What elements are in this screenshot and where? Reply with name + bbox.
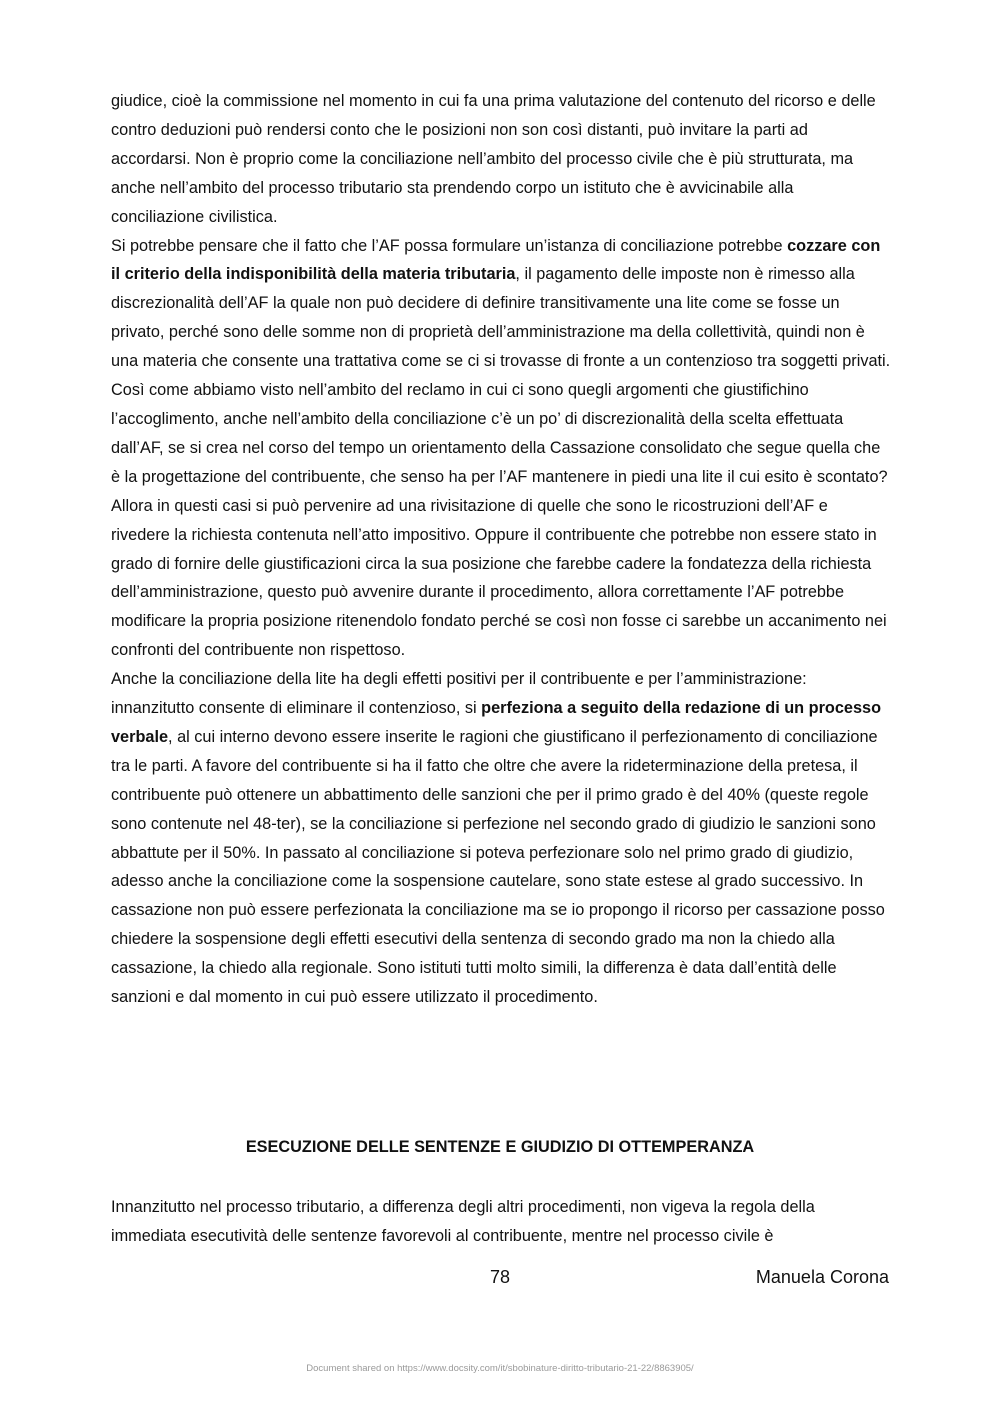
paragraph [111, 87, 891, 232]
paragraph [111, 232, 891, 666]
text-run: , al cui interno devono essere inserite le ragioni che giustificano il perfezionamento di conciliazione tra le parti. A favore del contribuente si ha il fatto che oltre che avere la rideterminazione della pretesa, il contribuente può ottenere un abbattimento delle sanzioni che per il primo grado è del 40% (queste regole sono contenute nel 48-ter), se la conciliazione si perfezione nel secondo grado di giudizio le sanzioni sono abbattute per il 50%. In passato al conciliazione si poteva perfezionare solo nel primo grado di giudizio, adesso anche la conciliazione come la sospensione cautelare, sono state estese al grado successivo. In cassazione non può essere perfezionata la conciliazione ma se io propongo il ricorso per cassazione posso chiedere la sospensione degli effetti esecutivi della sentenza di secondo grado ma non la chiedo alla cassazione, la chiedo alla regionale. Sono istituti tutti molto simili, la differenza è data dall’entità delle sanzioni e dal momento in cui può essere utilizzato il procedimento. [111, 727, 885, 1007]
page-number: 78 [489, 1267, 511, 1287]
section-heading: ESECUZIONE DELLE SENTENZE E GIUDIZIO DI OTTEMPERANZA [245, 1138, 755, 1156]
paragraph [111, 665, 891, 1012]
section-intro-paragraph: Innanzitutto nel processo tributario, a differenza degli altri procedimenti, non vigeva la regola della immediata esecutività delle sentenze favorevoli al contribuente, mentre nel processo civile è [111, 1198, 815, 1245]
shared-document-note: Document shared on https://www.docsity.com/it/sbobinature-diritto-tributario-21-22/8863905/ [306, 1363, 694, 1374]
text-run: Si potrebbe pensare che il fatto che l’AF possa formulare un’istanza di conciliazione potrebbe [111, 236, 788, 255]
author-name: Manuela Corona [755, 1267, 889, 1287]
text-run: , il pagamento delle imposte non è rimesso alla discrezionalità dell’AF la quale non può decidere di definire transitivamente una lite come se fosse un privato, perché sono delle somme non di proprietà dell’amministrazione ma della collettività, quindi non è una materia che consente una trattativa come se ci si trovasse di fronte a un contenzioso tra soggetti privati. Così come abbiamo visto nell’ambito del reclamo in cui ci sono quegli argomenti che giustifichino l’accoglimento, anche nell’ambito della conciliazione c’è un po’ di discrezionalità della scelta effettuata dall’AF, se si crea nel corso del tempo un orientamento della Cassazione consolidato che segue quella che è la progettazione del contribuente, che senso ha per l’AF mantenere in piedi una lite il cui esito è scontato? Allora in questi casi si può pervenire ad una rivisitazione di quelle che sono le ricostruzioni dell’AF e rivedere la richiesta contenuta nell’atto impositivo. Oppure il contribuente che potrebbe non essere stato in grado di fornire delle giustificazioni circa la sua posizione che farebbe cadere la fondatezza della richiesta dell’amministrazione, questo può avvenire durante il procedimento, allora correttamente l’AF potrebbe modificare la propria posizione ritenendolo fondato perché se così non fosse ci sarebbe un accanimento nei confronti del contribuente non rispettoso. [111, 265, 891, 660]
text-run: giudice, cioè la commissione nel momento in cui fa una prima valutazione del contenuto del ricorso e delle contro deduzioni può rendersi conto che le posizioni non son così distanti, può invitare la parti ad accordarsi. Non è proprio come la conciliazione nell’ambito del processo civile che è più strutturata, ma anche nell’ambito del processo tributario sta prendendo corpo un istituto che è avvicinabile alla conciliazione civilistica. [111, 92, 876, 226]
text-run: Anche la conciliazione della lite ha degli effetti positivi per il contribuente e per l’amministrazione: innanzitutto consente di eliminare il contenzioso, si [111, 670, 807, 718]
bold-text-run: perfeziona a seguito della redazione di un processo verbale [111, 699, 882, 746]
bold-text-run: cozzare con il criterio della indisponibilità della materia tributaria [111, 236, 881, 284]
body-text [111, 87, 891, 1012]
